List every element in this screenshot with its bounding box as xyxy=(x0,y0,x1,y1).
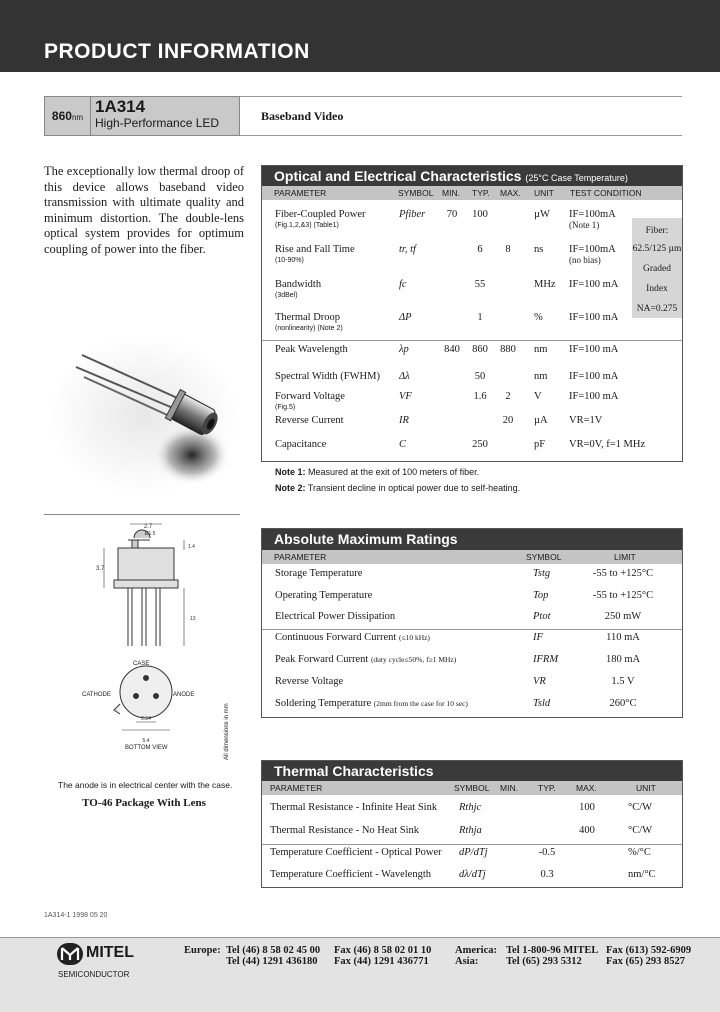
svg-text:1.4: 1.4 xyxy=(188,544,195,550)
max-value: 880 xyxy=(500,344,516,355)
unit: µA xyxy=(534,415,548,426)
wavelength-cell xyxy=(45,97,91,135)
brand-subtitle: SEMICONDUCTOR xyxy=(58,970,130,979)
param-name: Fiber-Coupled Power xyxy=(275,209,366,220)
param-label: Storage Temperature xyxy=(275,568,363,579)
max-value: 2 xyxy=(505,391,511,402)
param-label: Soldering Temperature xyxy=(275,698,372,709)
america-tel: Tel 1-800-96 MITEL xyxy=(506,945,599,956)
param-name: Thermal Resistance - No Heat Sink xyxy=(270,825,419,836)
max-value: 100 xyxy=(579,802,595,813)
col-max: MAX. xyxy=(500,188,521,198)
max-value: 20 xyxy=(502,415,514,426)
col-symbol: SYMBOL xyxy=(526,552,562,562)
bottom-view-label: BOTTOM VIEW xyxy=(125,745,168,751)
asia-fax: Fax (65) 293 8527 xyxy=(606,956,686,967)
unit: % xyxy=(534,312,543,323)
col-test-condition: TEST CONDITION xyxy=(570,188,642,198)
absolute-column-headers xyxy=(262,550,682,564)
unit: pF xyxy=(534,439,546,450)
param-name xyxy=(275,590,372,601)
symbol: λp xyxy=(399,344,409,355)
fiber-line: NA=0.275 xyxy=(636,304,678,314)
product-box xyxy=(44,96,240,136)
limit-value: 1.5 V xyxy=(611,676,635,687)
svg-text:13: 13 xyxy=(190,616,196,622)
symbol: Pfiber xyxy=(399,209,426,220)
symbol: ΔP xyxy=(399,312,412,323)
param-name: Rise and Fall Time xyxy=(275,244,355,255)
test-condition: IF=100 mA xyxy=(569,344,619,355)
unit: %/°C xyxy=(628,847,651,858)
led-photo xyxy=(44,315,244,500)
col-symbol: SYMBOL xyxy=(398,188,434,198)
col-max: MAX. xyxy=(576,783,597,793)
svg-text:3.7: 3.7 xyxy=(96,566,105,572)
note-1 xyxy=(275,467,479,477)
col-parameter: PARAMETER xyxy=(274,552,327,562)
note-1-label: Note 1: xyxy=(275,467,306,477)
symbol: IF xyxy=(533,632,543,643)
europe-label: Europe: xyxy=(184,945,221,956)
col-limit: LIMIT xyxy=(614,552,636,562)
wavelength-value: 860 xyxy=(51,109,72,123)
symbol: dP/dTj xyxy=(459,847,488,858)
typ-value: 250 xyxy=(472,439,488,450)
test-condition: IF=100mA xyxy=(569,244,616,255)
test-condition: IF=100 mA xyxy=(569,371,619,382)
package-drawing xyxy=(44,520,244,770)
package-caption: TO-46 Package With Lens xyxy=(82,797,206,809)
symbol: Tstg xyxy=(533,568,551,579)
test-condition: IF=100 mA xyxy=(569,391,619,402)
svg-text:2.54: 2.54 xyxy=(141,716,151,722)
param-name xyxy=(275,676,343,687)
absolute-ratings-title: Absolute Maximum Ratings xyxy=(262,529,682,550)
test-condition: VR=1V xyxy=(569,415,603,426)
optical-title-note: (25°C Case Temperature) xyxy=(525,173,628,183)
col-typ: TYP. xyxy=(472,188,490,198)
symbol: VF xyxy=(399,391,412,402)
param-label: Operating Temperature xyxy=(275,590,373,601)
typ-value: 1.6 xyxy=(473,391,487,402)
europe-tel-2: Tel (44) 1291 436180 xyxy=(226,956,318,967)
min-value: 840 xyxy=(444,344,460,355)
param-name: Capacitance xyxy=(275,439,327,450)
col-typ: TYP. xyxy=(538,783,556,793)
param-name xyxy=(275,611,395,622)
symbol: C xyxy=(399,439,407,450)
param-label: Reverse Voltage xyxy=(275,676,344,687)
test-condition: IF=100 mA xyxy=(569,279,619,290)
typ-value: 6 xyxy=(477,244,483,255)
dimensions-note: All dimensions in mm xyxy=(224,703,230,760)
divider xyxy=(0,937,720,938)
unit: µW xyxy=(534,209,550,220)
limit-value: -55 to +125°C xyxy=(592,568,654,579)
test-condition-note: (Note 1) xyxy=(569,220,600,230)
anode-label: ANODE xyxy=(173,692,195,698)
europe-fax-1: Fax (46) 8 58 02 01 10 xyxy=(334,945,432,956)
limit-value: 260°C xyxy=(609,698,637,709)
product-description: High-Performance LED xyxy=(95,116,220,130)
param-subnote: (Fig.5) xyxy=(275,404,296,411)
europe-fax-2: Fax (44) 1291 436771 xyxy=(334,956,429,967)
param-name xyxy=(275,632,430,643)
param-label: Continuous Forward Current xyxy=(275,632,397,643)
param-subnote: (3dBel) xyxy=(275,292,298,299)
param-label: Peak Forward Current xyxy=(275,654,369,665)
typ-value: 1 xyxy=(477,312,483,323)
symbol: IR xyxy=(399,415,409,426)
cathode-label: CATHODE xyxy=(82,692,111,698)
unit: V xyxy=(534,391,542,402)
row-separator xyxy=(262,629,682,630)
europe-tel-1: Tel (46) 8 58 02 45 00 xyxy=(226,945,321,956)
param-name: Temperature Coefficient - Optical Power xyxy=(270,847,442,858)
param-subnote: (2mm from the case for 10 sec) xyxy=(373,699,468,708)
note-1-text: Measured at the exit of 100 meters of fiber. xyxy=(308,467,480,477)
svg-text:5.4: 5.4 xyxy=(142,738,150,744)
application-label: Baseband Video xyxy=(261,109,344,123)
fiber-line: 62.5/125 µm xyxy=(632,244,682,254)
fiber-line: Graded xyxy=(643,264,671,274)
note-2-text: Transient decline in optical power due to self-heating. xyxy=(307,483,521,493)
fiber-line: Index xyxy=(646,284,668,294)
max-value: 8 xyxy=(505,244,511,255)
page-title: PRODUCT INFORMATION xyxy=(44,40,310,63)
typ-value: 100 xyxy=(472,209,488,220)
param-subnote: (Fig.1,2,&3) (Table1) xyxy=(275,222,339,229)
min-value: 70 xyxy=(446,209,458,220)
param-name: Reverse Current xyxy=(275,415,344,426)
col-unit: UNIT xyxy=(534,188,554,198)
symbol: Ptot xyxy=(533,611,551,622)
unit: °C/W xyxy=(628,802,653,813)
param-name: Temperature Coefficient - Wavelength xyxy=(270,869,432,880)
param-name xyxy=(275,568,362,579)
test-condition-note: (no bias) xyxy=(569,255,601,265)
param-name: Bandwidth xyxy=(275,279,322,290)
part-number: 1A314 xyxy=(95,97,146,116)
typ-value: 50 xyxy=(474,371,486,382)
intro-text: The exceptionally low thermal droop of this device allows baseband video transmission with ultimate quality and minimum distortion. The double-lens optical system provides for optimum coupling of power into the fiber. xyxy=(44,164,244,256)
param-label: Electrical Power Dissipation xyxy=(275,611,396,622)
unit: nm/°C xyxy=(628,869,656,880)
unit: nm xyxy=(534,371,548,382)
param-name: Peak Wavelength xyxy=(275,344,348,355)
thermal-title: Thermal Characteristics xyxy=(262,761,682,781)
symbol: dλ/dTj xyxy=(459,869,486,880)
symbol: IFRM xyxy=(533,654,559,665)
svg-text:2.7: 2.7 xyxy=(143,524,153,530)
param-name: Thermal Droop xyxy=(275,312,341,323)
wavelength-unit: nm xyxy=(71,113,84,122)
document-code: 1A314-1 1998 05 20 xyxy=(44,912,108,919)
fiber-line: Fiber: xyxy=(645,226,669,236)
unit: nm xyxy=(534,344,548,355)
limit-value: -55 to +125°C xyxy=(592,590,654,601)
america-fax: Fax (613) 592-6909 xyxy=(606,945,692,956)
svg-text:Ø1.5: Ø1.5 xyxy=(144,531,156,537)
col-symbol: SYMBOL xyxy=(454,783,490,793)
param-name: Thermal Resistance - Infinite Heat Sink xyxy=(270,802,438,813)
optical-table-title xyxy=(262,166,682,186)
col-parameter: PARAMETER xyxy=(274,188,327,198)
param-name xyxy=(275,698,468,709)
param-name: Spectral Width (FWHM) xyxy=(275,371,380,382)
mitel-logo-icon xyxy=(56,942,84,966)
param-name: Forward Voltage xyxy=(275,391,345,402)
test-condition: VR=0V, f=1 MHz xyxy=(569,439,646,450)
unit: °C/W xyxy=(628,825,653,836)
limit-value: 250 mW xyxy=(604,611,642,622)
col-min: MIN. xyxy=(442,188,460,198)
asia-label: Asia: xyxy=(455,956,479,967)
col-parameter: PARAMETER xyxy=(270,783,323,793)
symbol: fc xyxy=(399,279,407,290)
test-condition: IF=100 mA xyxy=(569,312,619,323)
symbol: Δλ xyxy=(399,371,410,382)
row-separator xyxy=(262,340,682,341)
symbol: Top xyxy=(533,590,549,601)
symbol: Rthja xyxy=(459,825,482,836)
typ-value: 860 xyxy=(472,344,488,355)
param-subnote: (duty cycle≤50%, f≥1 MHz) xyxy=(370,655,457,664)
divider xyxy=(240,96,682,97)
limit-value: 180 mA xyxy=(605,654,641,665)
note-2-label: Note 2: xyxy=(275,483,306,493)
param-subnote: (nonlinearity) (Note 2) xyxy=(275,325,343,332)
param-name xyxy=(275,654,456,665)
row-separator xyxy=(262,844,682,845)
typ-value: 0.3 xyxy=(540,869,554,880)
max-value: 400 xyxy=(579,825,595,836)
divider xyxy=(44,514,240,515)
col-min: MIN. xyxy=(500,783,518,793)
symbol: tr, tf xyxy=(399,244,416,255)
unit: ns xyxy=(534,244,544,255)
brand-name: MITEL xyxy=(86,944,134,961)
symbol: Rthjc xyxy=(459,802,482,813)
param-subnote: (10-90%) xyxy=(275,257,304,264)
fiber-spec-box xyxy=(632,218,682,318)
anode-note: The anode is in electrical center with the case. xyxy=(58,780,233,790)
optical-title-text: Optical and Electrical Characteristics xyxy=(274,168,522,184)
symbol: VR xyxy=(533,676,546,687)
thermal-column-headers xyxy=(262,781,682,795)
america-label: America: xyxy=(455,945,497,956)
case-label: CASE xyxy=(133,661,150,667)
asia-tel: Tel (65) 293 5312 xyxy=(506,956,582,967)
unit: MHz xyxy=(534,279,556,290)
optical-column-headers xyxy=(262,186,682,200)
symbol: Tsld xyxy=(533,698,551,709)
typ-value: 55 xyxy=(474,279,486,290)
note-2 xyxy=(275,483,520,493)
col-unit: UNIT xyxy=(636,783,656,793)
divider xyxy=(240,135,682,136)
param-subnote: (≤10 kHz) xyxy=(398,633,430,642)
typ-value: -0.5 xyxy=(538,847,556,858)
test-condition: IF=100mA xyxy=(569,209,616,220)
limit-value: 110 mA xyxy=(606,632,640,643)
